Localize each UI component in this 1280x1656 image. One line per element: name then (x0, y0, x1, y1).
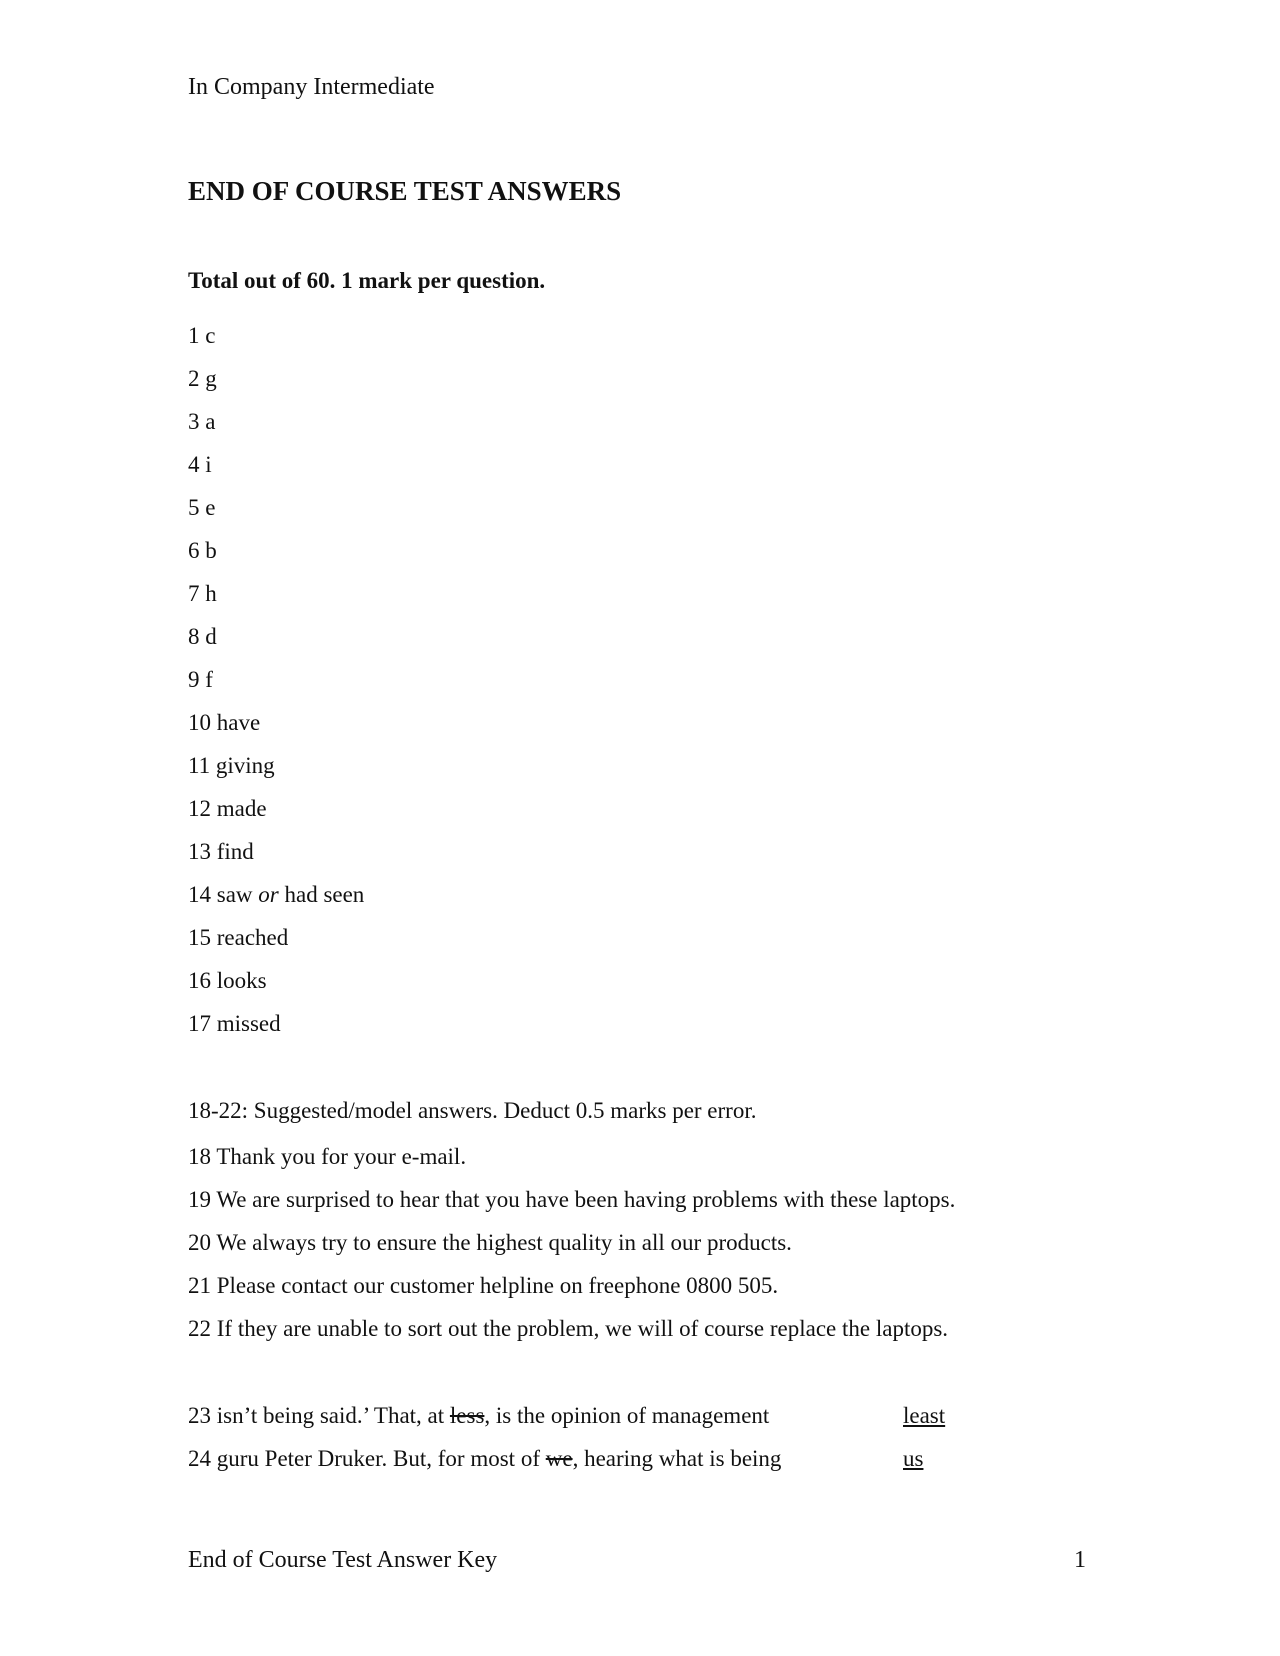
correction-item-24 (188, 1443, 1008, 1486)
answer-14-before: 14 saw (188, 882, 259, 907)
model-answer-22: 22 If they are unable to sort out the problem, we will of course replace the laptops. (188, 1316, 949, 1341)
answer-item-6: 6 b (188, 538, 217, 563)
model-answer-21: 21 Please contact our customer helpline on freephone 0800 505. (188, 1273, 779, 1298)
model-answer-18: 18 Thank you for your e-mail. (188, 1144, 467, 1169)
answer-list (188, 320, 364, 1051)
answer-14-after: had seen (278, 882, 365, 907)
answer-item-10: 10 have (188, 710, 261, 735)
answer-item-4: 4 i (188, 452, 212, 477)
answer-item-17: 17 missed (188, 1011, 281, 1036)
model-answer-19: 19 We are surprised to hear that you have been having problems with these laptops. (188, 1187, 956, 1212)
correction-24-before: 24 guru Peter Druker. But, for most of (188, 1446, 546, 1471)
correction-list (188, 1400, 1008, 1486)
model-answer-20: 20 We always try to ensure the highest quality in all our products. (188, 1230, 792, 1255)
correction-24-correct-word: us (903, 1446, 924, 1471)
answer-item-7: 7 h (188, 581, 217, 606)
answer-item-1: 1 c (188, 323, 216, 348)
correction-24-struck-word: we (545, 1446, 573, 1471)
answer-item-15: 15 reached (188, 925, 289, 950)
answer-item-9: 9 f (188, 667, 213, 692)
answer-item-5: 5 e (188, 495, 216, 520)
answer-item-3: 3 a (188, 409, 216, 434)
answer-item-14 (188, 879, 364, 922)
running-footer: End of Course Test Answer Key (188, 1547, 498, 1573)
correction-23-after: , is the opinion of management (484, 1403, 770, 1428)
correction-23-correct-word: least (903, 1403, 946, 1428)
answer-14-or: or (258, 882, 279, 907)
answer-item-11: 11 giving (188, 753, 275, 778)
answer-item-12: 12 made (188, 796, 267, 821)
model-answers-note: 18-22: Suggested/model answers. Deduct 0.5 marks per error. (188, 1098, 757, 1123)
answer-item-8: 8 d (188, 624, 217, 649)
page-title: END OF COURSE TEST ANSWERS (188, 176, 622, 206)
answer-item-13: 13 find (188, 839, 254, 864)
model-answer-list (188, 1141, 955, 1356)
correction-item-23 (188, 1400, 1008, 1443)
correction-23-struck-word: less (449, 1403, 485, 1428)
correction-23-before: 23 isn’t being said.’ That, at (188, 1403, 450, 1428)
correction-24-after: , hearing what is being (572, 1446, 782, 1471)
running-header: In Company Intermediate (188, 74, 435, 100)
answer-item-2: 2 g (188, 366, 217, 391)
total-marks-note: Total out of 60. 1 mark per question. (188, 268, 546, 293)
answer-item-16: 16 looks (188, 968, 267, 993)
page-number: 1 (1074, 1547, 1086, 1573)
